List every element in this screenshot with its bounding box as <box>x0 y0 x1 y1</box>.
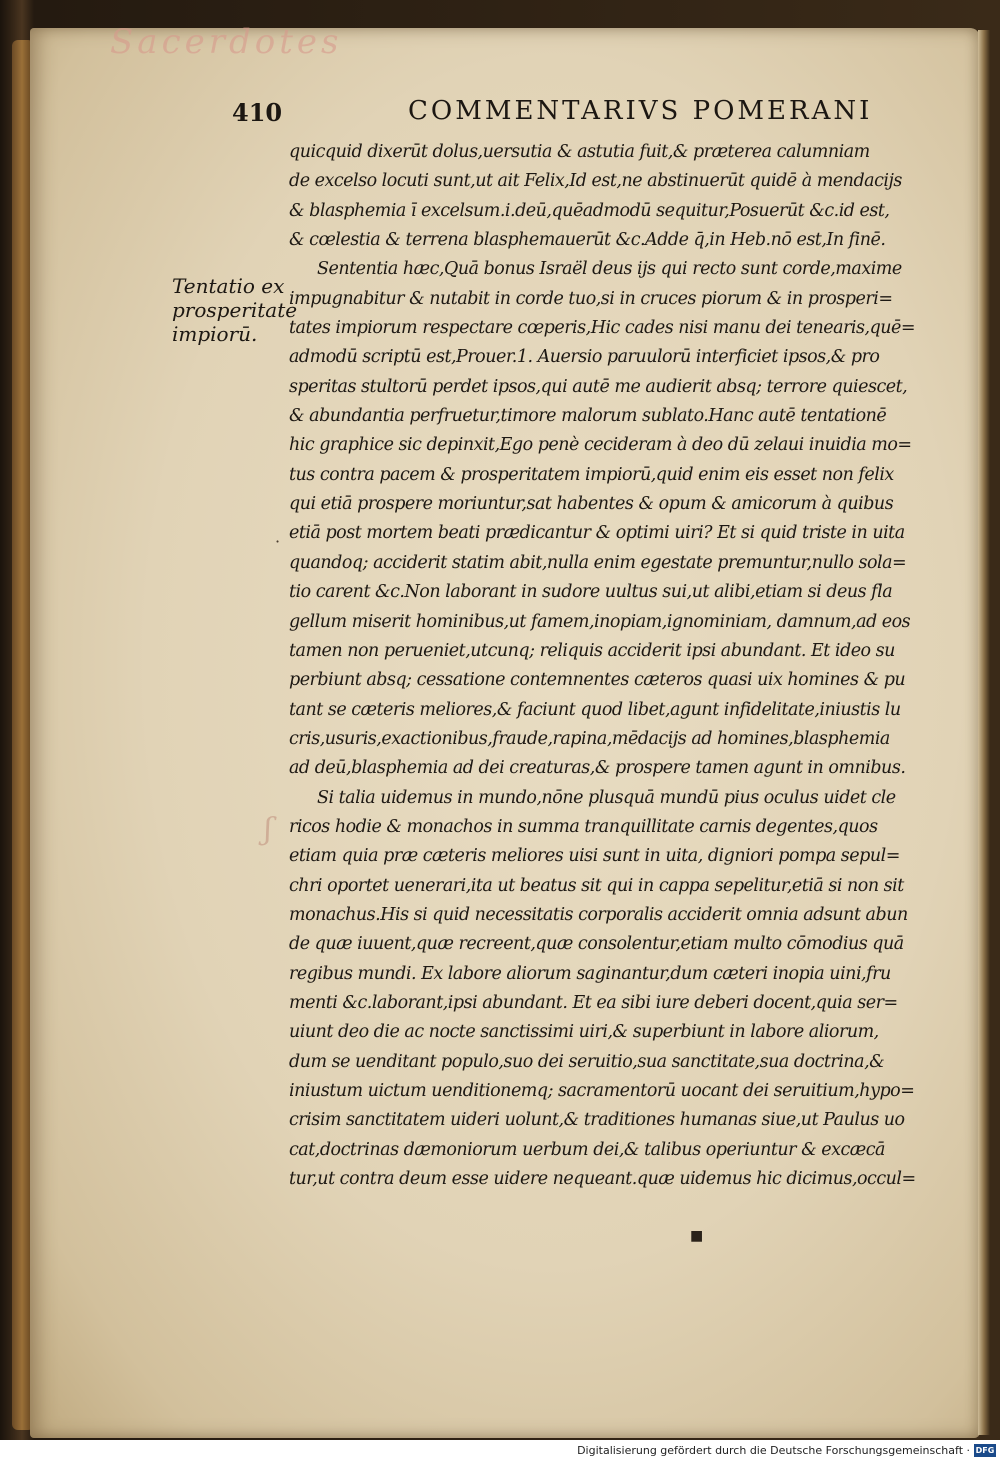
page-edge <box>978 30 990 1435</box>
margin-note <box>172 274 298 346</box>
text-line: etiā post mortem beati prӕdicantur & optimi uiri? Et si quid triste in uita <box>289 523 905 544</box>
text-line: qui etiā prospere moriuntur,sat habentes & opum & amicorum à quibus <box>289 494 894 515</box>
text-line: & blasphemia ī excelsum.i.deū,quēadmodū sequitur,Posuerūt &c.id est, <box>289 200 890 221</box>
text-line: Si talia uidemus in mundo,nōne plusquā mundū pius oculus uidet cle <box>317 787 896 808</box>
manuscript-annotation: Sacerdotes <box>110 22 343 62</box>
text-line: tio carent &c.Non laborant in sudore uultus sui,ut alibi,etiam si deus fla <box>289 582 893 603</box>
text-line: dum se uenditant populo,suo dei seruitio,sua sanctitate,sua doctrina,& <box>289 1051 885 1072</box>
margin-note-line: Tentatio ex <box>172 274 285 298</box>
text-line: tant se cӕteris meliores,& faciunt quod libet,agunt infidelitate,iniustis lu <box>289 699 901 720</box>
text-line: tus contra pacem & prosperitatem impiorū,quid enim eis esset non felix <box>289 464 894 485</box>
text-line: quandoq; acciderit statim abit,nulla enim egestate premuntur,nullo sola= <box>289 552 907 573</box>
text-line: de quӕ iuuent,quӕ recreent,quӕ consolentur,etiam multo cōmodius quā <box>289 934 904 955</box>
text-line: ad deū,blasphemia ad dei creaturas,& prospere tamen agunt in omnibus. <box>289 758 906 779</box>
text-line: tamen non perueniet,utcunq; reliquis acciderit ipsi abundant. Et ideo su <box>289 640 895 661</box>
margin-note-line: impiorū. <box>172 322 258 346</box>
text-line: regibus mundi. Ex labore aliorum saginantur,dum cӕteri inopia uini,fru <box>289 963 891 984</box>
ink-dot: · <box>275 532 281 551</box>
text-line: Sententia hӕc,Quā bonus Israël deus ijs qui recto sunt corde,maxime <box>317 259 902 280</box>
text-line: crisim sanctitatem uideri uolunt,& traditiones humanas siue,ut Paulus uo <box>289 1110 905 1131</box>
text-line: ricos hodie & monachos in summa tranquillitate carnis degentes,quos <box>289 816 878 837</box>
text-line: tates impiorum respectare cœperis,Hic cades nisi manu dei tenearis,quē= <box>289 318 916 339</box>
pencil-mark: ʃ <box>264 812 273 847</box>
text-line: tur,ut contra deum esse uidere nequeant.quӕ uidemus hic dicimus,occul= <box>289 1169 916 1190</box>
funding-credit: Digitalisierung gefördert durch die Deutsche Forschungsgemeinschaft · <box>577 1444 970 1457</box>
dfg-logo: DFG <box>975 1446 995 1455</box>
text-line: impugnabitur & nutabit in corde tuo,si in cruces piorum & in prosperi= <box>289 288 893 309</box>
text-line: monachus.His si quid necessitatis corporalis acciderit omnia adsunt abun <box>289 904 908 925</box>
footer-bar <box>0 1440 1000 1462</box>
text-line: etiam quia prӕ cӕteris meliores uisi sunt in uita, digniori pompa sepul= <box>289 846 900 867</box>
text-line: admodū scriptū est,Prouer.1. Auersio paruulorū interficiet ipsos,& pro <box>289 347 880 368</box>
text-line: quicquid dixerūt dolus,uersutia & astutia fuit,& prӕterea calumniam <box>289 142 870 162</box>
body-text <box>289 138 949 1194</box>
text-line: chri oportet uenerari,ita ut beatus sit qui in cappa sepelitur,etiā si non sit <box>289 875 904 896</box>
text-line: speritas stultorū perdet ipsos,qui autē me audierit absq; terrore quiescet, <box>289 376 908 397</box>
text-line: & abundantia perfruetur,timore malorum sublato.Hanc autē tentationē <box>289 406 887 427</box>
text-line: iniustum uictum uenditionemq; sacramentorū uocant dei seruitium,hypo= <box>289 1081 915 1101</box>
page-number: 410 <box>232 98 283 127</box>
text-line: perbiunt absq; cessatione contemnentes cӕteros quasi uix homines & pu <box>289 670 906 691</box>
margin-note-line: prosperitate <box>172 298 298 322</box>
text-line: de excelso locuti sunt,ut ait Felix,Id est,ne abstinuerūt quidē à mendacijs <box>289 171 902 192</box>
signature-mark: ■ <box>690 1228 704 1244</box>
text-line: gellum miserit hominibus,ut famem,inopiam,ignominiam, damnum,ad eos <box>289 611 911 632</box>
text-line: hic graphice sic depinxit,Ego penè cecideram à deo dū zelaui inuidia mo= <box>289 435 912 456</box>
text-line: cat,doctrinas dӕmoniorum uerbum dei,& talibus operiuntur & excӕcā <box>289 1139 885 1160</box>
text-line: uiunt deo die ac nocte sanctissimi uiri,& superbiunt in labore aliorum, <box>289 1022 879 1043</box>
text-line: & cœlestia & terrena blasphemauerūt &c.Adde q̄,in Heb.nō est,In finē. <box>289 230 886 251</box>
text-line: cris,usuris,exactionibus,fraude,rapina,mēdacijs ad homines,blasphemia <box>289 728 890 749</box>
running-head: COMMENTARIVS POMERANI <box>408 96 873 126</box>
text-line: menti &c.laborant,ipsi abundant. Et ea sibi iure deberi docent,quia ser= <box>289 992 898 1013</box>
